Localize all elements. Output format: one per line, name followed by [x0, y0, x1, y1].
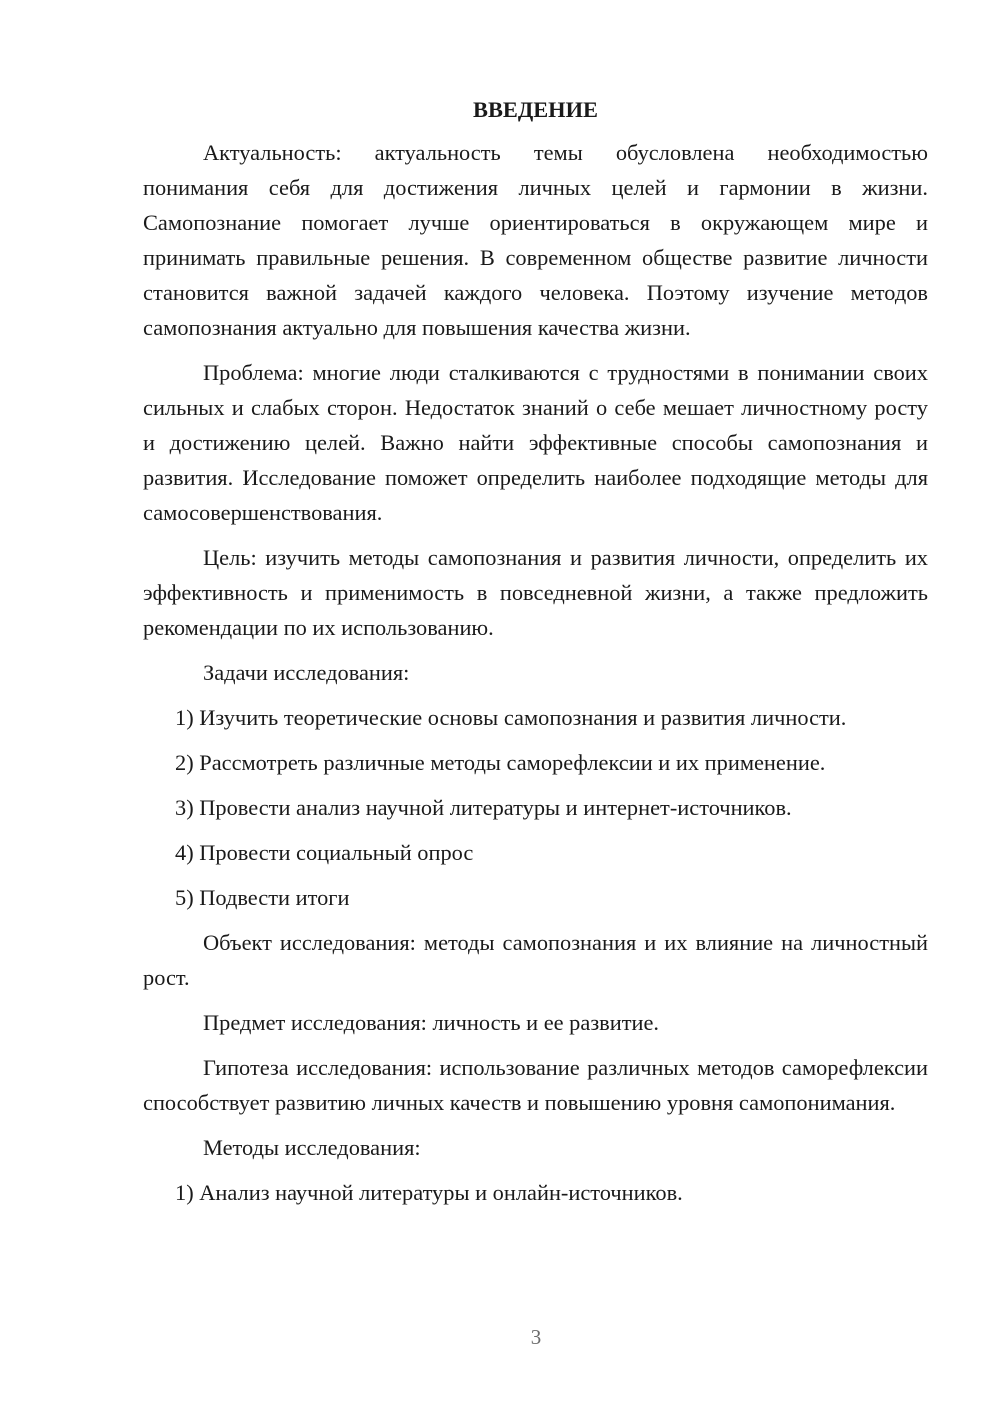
page-number: 3: [530, 1325, 542, 1349]
methods-title: Методы исследования:: [203, 1135, 421, 1160]
problem-paragraph: Проблема: многие люди сталкиваются с трудностями в понимании своих сильных и слабых сторон. Недостаток знаний о себе мешает личностному росту и достижению целей. Важно найти эффективные способы самопознания и развития. Исследование поможет определить наиболее подходящие методы для самосовершенствования.: [143, 360, 928, 525]
goal-paragraph: Цель: изучить методы самопознания и развития личности, определить их эффективность и применимость в повседневной жизни, а также предложить рекомендации по их использованию.: [143, 545, 928, 640]
object-paragraph: Объект исследования: методы самопознания и их влияние на личностный рост.: [143, 930, 928, 990]
page-content: [143, 92, 928, 1220]
methods-list: [143, 1175, 928, 1210]
tasks-list: [143, 700, 928, 915]
list-item: 1) Анализ научной литературы и онлайн-источников.: [175, 1180, 683, 1205]
relevance-paragraph: Актуальность: актуальность темы обусловлена необходимостью понимания себя для достижения личных целей и гармонии в жизни. Самопознание помогает лучше ориентироваться в окружающем мире и принимать правильные решения. В современном обществе развитие личности становится важной задачей каждого человека. Поэтому изучение методов самопознания актуально для повышения качества жизни.: [143, 140, 928, 340]
list-item: 4) Провести социальный опрос: [175, 840, 474, 865]
list-item: 5) Подвести итоги: [175, 885, 350, 910]
tasks-title: Задачи исследования:: [203, 660, 410, 685]
list-item: 2) Рассмотреть различные методы саморефлексии и их применение.: [175, 750, 826, 775]
section-heading: ВВЕДЕНИЕ: [473, 97, 598, 122]
list-item: 3) Провести анализ научной литературы и интернет-источников.: [175, 795, 792, 820]
list-item: 1) Изучить теоретические основы самопознания и развития личности.: [175, 705, 847, 730]
subject-paragraph: Предмет исследования: личность и ее развитие.: [203, 1010, 660, 1035]
hypothesis-paragraph: Гипотеза исследования: использование различных методов саморефлексии способствует развитию личных качеств и повышению уровня самопонимания.: [143, 1055, 928, 1115]
